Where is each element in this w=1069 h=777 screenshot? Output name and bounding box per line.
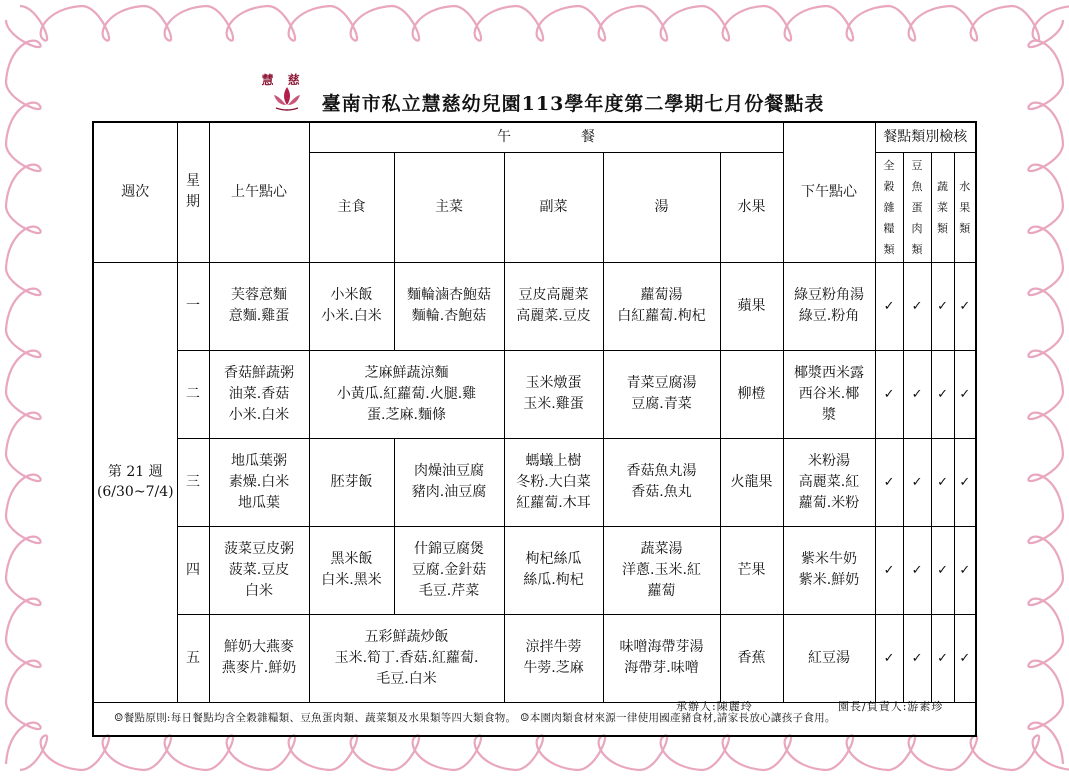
afternoon-snack-cell: 紅豆湯 xyxy=(783,614,875,702)
check-veg: ✓ xyxy=(931,350,954,438)
check-protein: ✓ xyxy=(903,526,931,614)
header-weekday: 星 期 xyxy=(177,122,209,262)
side-dish-cell: 豆皮高麗菜 高麗菜.豆皮 xyxy=(504,262,603,350)
morning-snack-cell: 地瓜葉粥 素燥.白米 地瓜葉 xyxy=(209,438,309,526)
menu-table xyxy=(92,121,977,737)
check-grain: ✓ xyxy=(875,438,903,526)
header-check-veg: 蔬 菜 類 xyxy=(931,152,954,262)
week-label: 第 21 週 (6/30~7/4) xyxy=(93,262,177,702)
fruit-cell: 柳橙 xyxy=(720,350,783,438)
logo-text: 慧慈 xyxy=(261,73,314,87)
weekday-cell: 四 xyxy=(177,526,209,614)
check-fruit: ✓ xyxy=(954,350,976,438)
main-dish-cell: 肉燥油豆腐 豬肉.油豆腐 xyxy=(394,438,504,526)
table-row xyxy=(93,262,976,350)
afternoon-snack-cell: 米粉湯 高麗菜.紅 蘿蔔.米粉 xyxy=(783,438,875,526)
morning-snack-cell: 鮮奶大燕麥 燕麥片.鮮奶 xyxy=(209,614,309,702)
page-header xyxy=(180,70,900,118)
table-row xyxy=(93,438,976,526)
check-grain: ✓ xyxy=(875,526,903,614)
check-veg: ✓ xyxy=(931,438,954,526)
check-fruit: ✓ xyxy=(954,262,976,350)
header-fruit: 水果 xyxy=(720,152,783,262)
header-check-fruit: 水 果 類 xyxy=(954,152,976,262)
check-fruit: ✓ xyxy=(954,526,976,614)
check-veg: ✓ xyxy=(931,526,954,614)
table-row xyxy=(93,526,976,614)
morning-snack-cell: 菠菜豆皮粥 菠菜.豆皮 白米 xyxy=(209,526,309,614)
soup-cell: 味噌海帶芽湯 海帶芽.味噌 xyxy=(603,614,720,702)
afternoon-snack-cell: 椰漿西米露 西谷米.椰 漿 xyxy=(783,350,875,438)
header-main-dish: 主菜 xyxy=(394,152,504,262)
afternoon-snack-cell: 綠豆粉角湯 綠豆.粉角 xyxy=(783,262,875,350)
table-row xyxy=(93,614,976,702)
fruit-cell: 火龍果 xyxy=(720,438,783,526)
check-protein: ✓ xyxy=(903,262,931,350)
footnote: ☺餐點原則:每日餐點均含全穀雜糧類、豆魚蛋肉類、蔬菜類及水果類等四大類食物。 ☺本園肉類食材來源一律使用國產豬食材,請家長放心讓孩子食用。 xyxy=(93,702,976,736)
page-title: 臺南市私立慧慈幼兒園113學年度第二學期七月份餐點表 xyxy=(321,92,825,115)
weekday-cell: 二 xyxy=(177,350,209,438)
check-fruit: ✓ xyxy=(954,438,976,526)
side-dish-cell: 涼拌牛蒡 牛蒡.芝麻 xyxy=(504,614,603,702)
main-dish-cell: 什錦豆腐煲 豆腐.金針菇 毛豆.芹菜 xyxy=(394,526,504,614)
lotus-icon xyxy=(270,83,304,113)
fruit-cell: 蘋果 xyxy=(720,262,783,350)
combined-lunch-cell: 五彩鮮蔬炒飯 玉米.筍丁.香菇.紅蘿蔔. 毛豆.白米 xyxy=(309,614,504,702)
header-morning-snack: 上午點心 xyxy=(209,122,309,262)
afternoon-snack-cell: 紫米牛奶 紫米.鮮奶 xyxy=(783,526,875,614)
check-veg: ✓ xyxy=(931,614,954,702)
check-protein: ✓ xyxy=(903,438,931,526)
header-side-dish: 副菜 xyxy=(504,152,603,262)
check-fruit: ✓ xyxy=(954,614,976,702)
header-check-grain: 全 穀 雜 糧 類 xyxy=(875,152,903,262)
header-afternoon-snack: 下午點心 xyxy=(783,122,875,262)
check-protein: ✓ xyxy=(903,614,931,702)
header-soup: 湯 xyxy=(603,152,720,262)
soup-cell: 蔬菜湯 洋蔥.玉米.紅 蘿蔔 xyxy=(603,526,720,614)
check-grain: ✓ xyxy=(875,350,903,438)
staple-cell: 小米飯 小米.白米 xyxy=(309,262,394,350)
side-dish-cell: 螞蟻上樹 冬粉.大白菜 紅蘿蔔.木耳 xyxy=(504,438,603,526)
morning-snack-cell: 芙蓉意麵 意麵.雞蛋 xyxy=(209,262,309,350)
director-signature: 園長/負責人:游素珍 xyxy=(838,700,944,713)
school-logo xyxy=(256,71,318,117)
main-dish-cell: 麵輪滷杏鮑菇 麵輪.杏鮑菇 xyxy=(394,262,504,350)
header-check-protein: 豆 魚 蛋 肉 類 xyxy=(903,152,931,262)
morning-snack-cell: 香菇鮮蔬粥 油菜.香菇 小米.白米 xyxy=(209,350,309,438)
soup-cell: 青菜豆腐湯 豆腐.青菜 xyxy=(603,350,720,438)
weekday-cell: 三 xyxy=(177,438,209,526)
fruit-cell: 香蕉 xyxy=(720,614,783,702)
side-dish-cell: 枸杞絲瓜 絲瓜.枸杞 xyxy=(504,526,603,614)
table-row xyxy=(93,350,976,438)
check-grain: ✓ xyxy=(875,614,903,702)
header-check-group: 餐點類別檢核 xyxy=(875,122,976,152)
header-staple: 主食 xyxy=(309,152,394,262)
check-protein: ✓ xyxy=(903,350,931,438)
check-veg: ✓ xyxy=(931,262,954,350)
header-lunch: 午 餐 xyxy=(309,122,783,152)
weekday-cell: 一 xyxy=(177,262,209,350)
fruit-cell: 芒果 xyxy=(720,526,783,614)
soup-cell: 香菇魚丸湯 香菇.魚丸 xyxy=(603,438,720,526)
staple-cell: 黑米飯 白米.黑米 xyxy=(309,526,394,614)
staple-cell: 胚芽飯 xyxy=(309,438,394,526)
weekday-cell: 五 xyxy=(177,614,209,702)
header-week: 週次 xyxy=(93,122,177,262)
side-dish-cell: 玉米燉蛋 玉米.雞蛋 xyxy=(504,350,603,438)
combined-lunch-cell: 芝麻鮮蔬涼麵 小黃瓜.紅蘿蔔.火腿.雞 蛋.芝麻.麵條 xyxy=(309,350,504,438)
preparer-signature: 承辦人:陳麗玲 xyxy=(676,700,753,713)
check-grain: ✓ xyxy=(875,262,903,350)
soup-cell: 蘿蔔湯 白紅蘿蔔.枸杞 xyxy=(603,262,720,350)
